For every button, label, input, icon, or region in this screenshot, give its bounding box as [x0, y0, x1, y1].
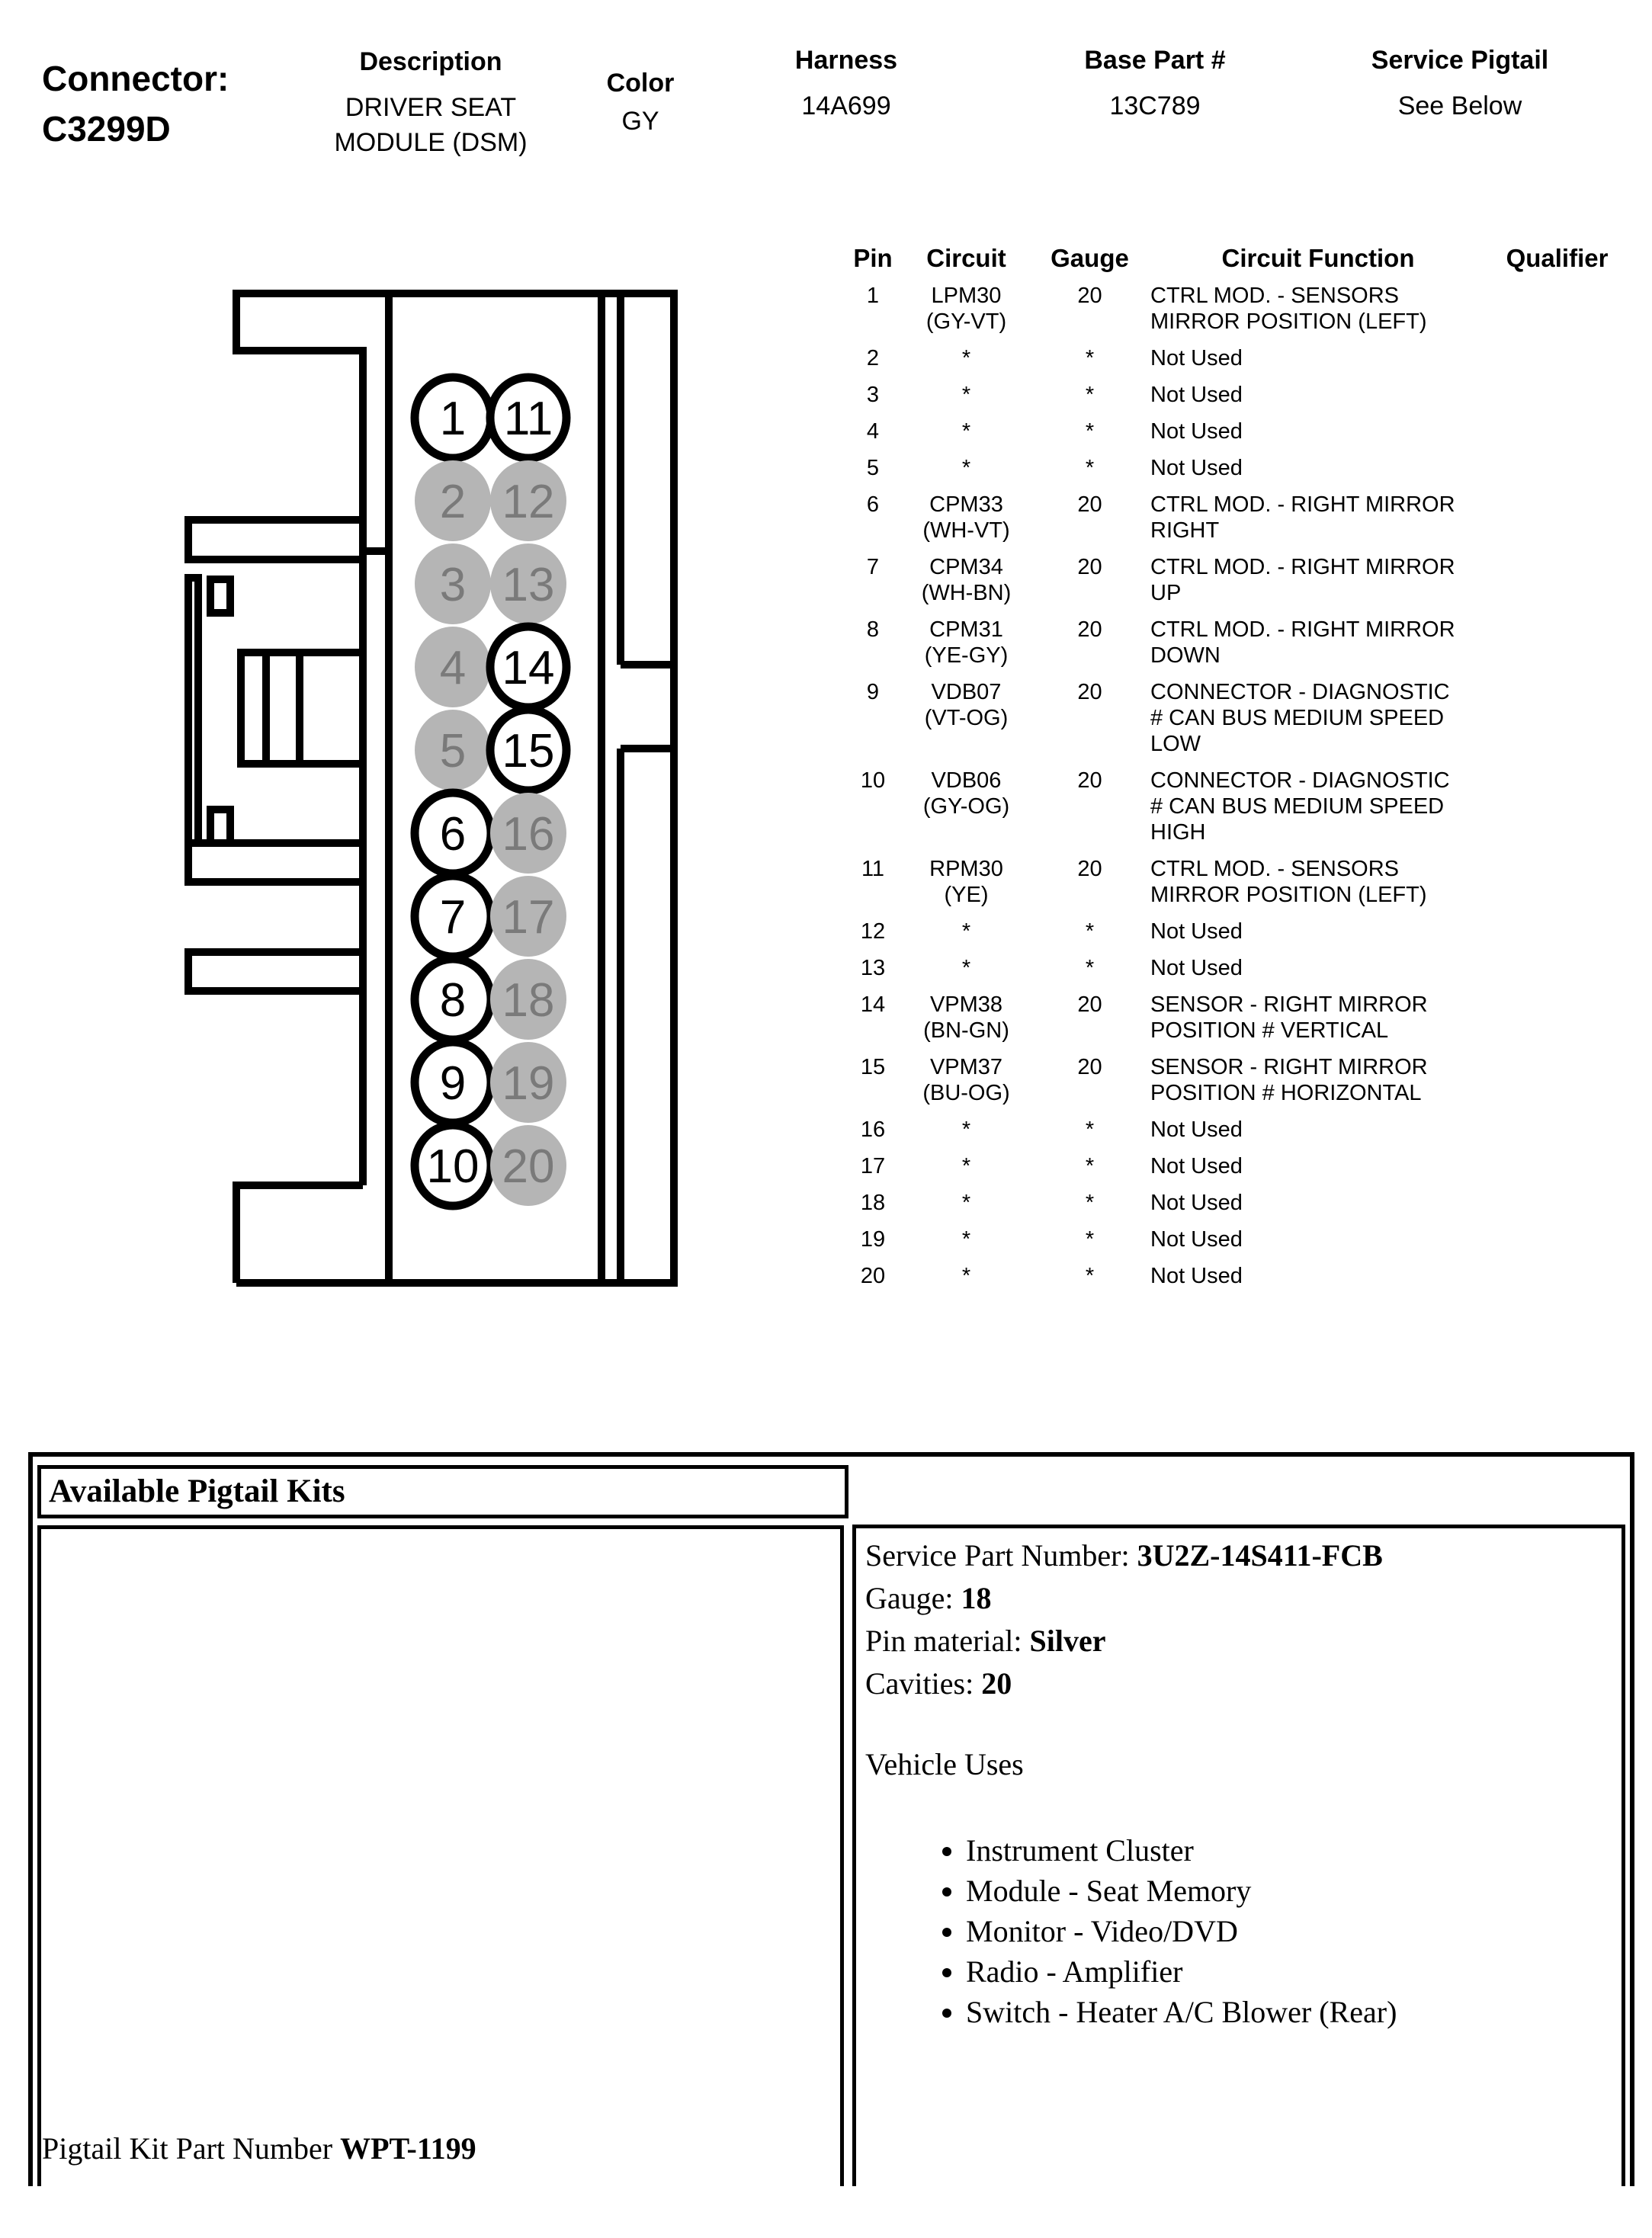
kit-part-label: Pigtail Kit Part Number [42, 2131, 341, 2166]
cell-gauge: 20 [1077, 555, 1102, 579]
cell-circuit [903, 1054, 1029, 1106]
cell-qualifier [1486, 345, 1628, 371]
cell-pin: 12 [860, 919, 886, 944]
cell-circuit [903, 955, 1029, 981]
header-col-label: Base Part # [1084, 46, 1226, 75]
cell-qualifier [1486, 418, 1628, 444]
function-line: MIRROR POSITION (LEFT) [1150, 309, 1427, 334]
function-line: Not Used [1150, 419, 1243, 444]
cell-pin: 1 [866, 284, 880, 308]
cell-function [1150, 955, 1486, 981]
pin-17 [490, 876, 566, 957]
col-header: Circuit Function [1221, 244, 1415, 272]
service-field [865, 1620, 1622, 1662]
cell-qualifier [1486, 1117, 1628, 1143]
cell-qualifier [1486, 1153, 1628, 1179]
cell-circuit [903, 617, 1029, 669]
cell-gauge: 20 [1077, 284, 1102, 308]
cell-gauge: * [1085, 1117, 1095, 1142]
function-line: CONNECTOR - DIAGNOSTIC [1150, 768, 1450, 793]
cell-pin: 5 [866, 456, 880, 480]
circuit-line: * [961, 956, 971, 980]
table-row [842, 418, 1628, 444]
pin-number: 8 [439, 974, 467, 1027]
cell-circuit [903, 1263, 1029, 1289]
pin-9 [415, 1042, 491, 1123]
vehicle-uses-label: Vehicle Uses [865, 1747, 1024, 1781]
cell-gauge: * [1085, 1191, 1095, 1215]
pin-number: 10 [426, 1140, 480, 1193]
cell-gauge: * [1085, 346, 1095, 370]
service-field [865, 1534, 1622, 1577]
vehicle-use-item: • Switch - Heater A/C Blower (Rear) [966, 1992, 1622, 2032]
cell-function [1150, 1117, 1486, 1143]
table-row [842, 1117, 1628, 1143]
header-col-label: Harness [794, 46, 898, 75]
pin-19 [490, 1042, 566, 1123]
table-row [842, 919, 1628, 944]
function-line: Not Used [1150, 1154, 1243, 1178]
table-row [842, 856, 1628, 908]
cell-circuit [903, 1226, 1029, 1252]
pin-4 [415, 627, 491, 707]
pin-5 [415, 710, 491, 790]
cell-pin: 10 [860, 768, 886, 793]
circuit-line: (WH-BN) [921, 581, 1012, 605]
pin-6 [415, 793, 491, 874]
cell-gauge: 20 [1077, 857, 1102, 881]
cell-gauge: * [1085, 456, 1095, 480]
circuit-line: (YE-GY) [924, 643, 1009, 668]
cell-qualifier [1486, 955, 1628, 981]
cell-gauge: * [1085, 1227, 1095, 1252]
cell-qualifier [1486, 455, 1628, 481]
cell-circuit [903, 679, 1029, 757]
function-line: # CAN BUS MEDIUM SPEED [1150, 794, 1445, 819]
pin-8 [415, 959, 491, 1040]
pigtail-kits-title: Available Pigtail Kits [49, 1473, 345, 1509]
pin-grid [415, 377, 566, 1206]
circuit-line: * [961, 1227, 971, 1252]
function-line: Not Used [1150, 1191, 1243, 1215]
circuit-line: RPM30 [929, 857, 1003, 881]
pin-table [842, 245, 1628, 1300]
header-value-line: 13C789 [1109, 91, 1201, 120]
circuit-line: (GY-VT) [925, 309, 1007, 334]
function-line: Not Used [1150, 919, 1243, 944]
pin-10 [415, 1125, 491, 1206]
cell-gauge: 20 [1077, 492, 1102, 517]
table-row [842, 955, 1628, 981]
function-line: MIRROR POSITION (LEFT) [1150, 883, 1427, 907]
cell-circuit [903, 1153, 1029, 1179]
pin-number: 15 [502, 725, 555, 778]
cell-circuit [903, 283, 1029, 335]
cell-pin: 13 [860, 956, 886, 980]
cell-circuit [903, 418, 1029, 444]
function-line: Not Used [1150, 456, 1243, 480]
pin-12 [490, 460, 566, 541]
service-field-value: 20 [981, 1666, 1012, 1701]
function-line: CTRL MOD. - SENSORS [1150, 857, 1400, 881]
cell-function [1150, 345, 1486, 371]
pigtail-kits-header [37, 1465, 848, 1518]
header-col-label: Service Pigtail [1371, 46, 1549, 75]
header-col-label: Description [359, 47, 502, 76]
pigtail-kits-content-box [37, 1525, 844, 2186]
cell-pin: 6 [866, 492, 880, 517]
cell-circuit [903, 856, 1029, 908]
service-fields [865, 1534, 1622, 1705]
function-line: Not Used [1150, 956, 1243, 980]
table-row [842, 492, 1628, 543]
cell-function [1150, 1226, 1486, 1252]
pin-table-rows [842, 283, 1628, 1289]
cell-function [1150, 679, 1486, 757]
cell-circuit [903, 1190, 1029, 1216]
cell-pin: 18 [860, 1191, 886, 1215]
cell-gauge: * [1085, 956, 1095, 980]
cell-gauge: * [1085, 419, 1095, 444]
pin-2 [415, 460, 491, 541]
circuit-line: (GY-OG) [922, 794, 1010, 819]
circuit-line: VDB06 [931, 768, 1002, 793]
circuit-line: * [961, 1154, 971, 1178]
table-row [842, 1153, 1628, 1179]
circuit-line: * [961, 1264, 971, 1288]
table-row [842, 768, 1628, 845]
circuit-line: * [961, 419, 971, 444]
cell-qualifier [1486, 492, 1628, 543]
col-header: Pin [853, 244, 893, 272]
circuit-line: (WH-VT) [922, 518, 1010, 543]
pin-11 [490, 377, 566, 458]
circuit-line: (BU-OG) [922, 1081, 1010, 1105]
cell-pin: 2 [866, 346, 880, 370]
circuit-line: CPM33 [929, 492, 1003, 517]
pin-number: 19 [502, 1057, 555, 1110]
table-row [842, 1054, 1628, 1106]
cell-function [1150, 1153, 1486, 1179]
pin-number: 11 [503, 393, 553, 445]
cell-function [1150, 1190, 1486, 1216]
pin-number: 18 [502, 974, 555, 1027]
pin-3 [415, 543, 491, 624]
cell-function [1150, 554, 1486, 606]
table-row [842, 617, 1628, 669]
service-field [865, 1577, 1622, 1620]
table-row [842, 1226, 1628, 1252]
cell-qualifier [1486, 679, 1628, 757]
pin-number: 6 [439, 808, 467, 861]
circuit-line: LPM30 [931, 284, 1002, 308]
function-line: Not Used [1150, 1117, 1243, 1142]
cell-function [1150, 382, 1486, 408]
cell-qualifier [1486, 283, 1628, 335]
circuit-line: (YE) [944, 883, 989, 907]
pin-number: 1 [439, 393, 467, 445]
function-line: Not Used [1150, 383, 1243, 407]
function-line: SENSOR - RIGHT MIRROR [1150, 1055, 1428, 1079]
cell-circuit [903, 345, 1029, 371]
cell-circuit [903, 919, 1029, 944]
cell-qualifier [1486, 554, 1628, 606]
cell-circuit [903, 492, 1029, 543]
table-row [842, 554, 1628, 606]
cell-circuit [903, 554, 1029, 606]
vehicle-use-item: • Monitor - Video/DVD [966, 1911, 1622, 1951]
pin-number: 9 [439, 1057, 467, 1110]
cell-function [1150, 1263, 1486, 1289]
pin-20 [490, 1125, 566, 1206]
circuit-line: CPM34 [929, 555, 1003, 579]
cell-pin: 19 [860, 1227, 886, 1252]
function-line: DOWN [1150, 643, 1221, 668]
pigtail-kit-part-number [42, 2131, 476, 2166]
pin-number: 7 [439, 891, 467, 944]
function-line: Not Used [1150, 1264, 1243, 1288]
cell-gauge: 20 [1077, 680, 1102, 704]
kit-part-value: WPT-1199 [340, 2131, 476, 2166]
function-line: CTRL MOD. - SENSORS [1150, 284, 1400, 308]
cell-gauge: * [1085, 919, 1095, 944]
service-field-value: 3U2Z-14S411-FCB [1137, 1538, 1383, 1573]
pin-number: 3 [439, 559, 467, 611]
circuit-line: * [961, 1117, 971, 1142]
cell-function [1150, 617, 1486, 669]
cell-pin: 7 [866, 555, 880, 579]
function-line: Not Used [1150, 1227, 1243, 1252]
function-line: SENSOR - RIGHT MIRROR [1150, 992, 1428, 1017]
function-line: POSITION # HORIZONTAL [1150, 1081, 1422, 1105]
col-header: Qualifier [1506, 244, 1609, 272]
cell-circuit [903, 1117, 1029, 1143]
pin-number: 16 [502, 808, 555, 861]
cell-qualifier [1486, 617, 1628, 669]
service-field-label: Gauge: [865, 1581, 961, 1615]
cell-function [1150, 283, 1486, 335]
pin-number: 4 [439, 642, 467, 694]
cell-qualifier [1486, 1263, 1628, 1289]
circuit-line: * [961, 383, 971, 407]
pin-number: 17 [502, 891, 555, 944]
service-field-value: 18 [961, 1581, 992, 1615]
cell-gauge: * [1085, 1154, 1095, 1178]
function-line: CTRL MOD. - RIGHT MIRROR [1150, 555, 1455, 579]
col-header: Circuit [926, 244, 1006, 272]
vehicle-uses-list [865, 1830, 1622, 2032]
service-pigtail-panel [852, 1525, 1625, 2186]
cell-circuit [903, 768, 1029, 845]
circuit-line: VPM38 [929, 992, 1003, 1017]
cell-circuit [903, 455, 1029, 481]
cell-pin: 16 [860, 1117, 886, 1142]
pin-number: 13 [502, 559, 555, 611]
cell-qualifier [1486, 919, 1628, 944]
function-line: CONNECTOR - DIAGNOSTIC [1150, 680, 1450, 704]
function-line: HIGH [1150, 820, 1206, 845]
cell-gauge: 20 [1077, 1055, 1102, 1079]
cell-qualifier [1486, 992, 1628, 1044]
cell-gauge: 20 [1077, 617, 1102, 642]
header-value-line: DRIVER SEAT [345, 93, 517, 122]
circuit-line: * [961, 456, 971, 480]
circuit-line: CPM31 [929, 617, 1003, 642]
pin-number: 2 [439, 476, 467, 528]
pin-14 [490, 627, 566, 707]
cell-gauge: * [1085, 383, 1095, 407]
cell-qualifier [1486, 1190, 1628, 1216]
table-row [842, 345, 1628, 371]
service-field-value: Silver [1029, 1624, 1106, 1658]
cell-pin: 14 [860, 992, 886, 1017]
cell-qualifier [1486, 1226, 1628, 1252]
connector-label: Connector: [42, 59, 229, 98]
cell-pin: 11 [861, 857, 885, 881]
circuit-line: (BN-GN) [923, 1018, 1009, 1043]
pin-18 [490, 959, 566, 1040]
pin-1 [415, 377, 491, 458]
pin-number: 20 [502, 1140, 555, 1193]
table-row [842, 992, 1628, 1044]
function-line: RIGHT [1150, 518, 1220, 543]
cell-pin: 8 [866, 617, 880, 642]
vehicle-use-item: • Radio - Amplifier [966, 1951, 1622, 1992]
pin-table-header [842, 245, 1628, 271]
function-line: Not Used [1150, 346, 1243, 370]
cell-qualifier [1486, 856, 1628, 908]
cell-function [1150, 992, 1486, 1044]
cell-gauge: 20 [1077, 992, 1102, 1017]
pin-13 [490, 543, 566, 624]
function-line: # CAN BUS MEDIUM SPEED [1150, 706, 1445, 730]
service-field-label: Service Part Number: [865, 1538, 1137, 1573]
header-value-line: 14A699 [801, 91, 891, 120]
function-line: CTRL MOD. - RIGHT MIRROR [1150, 492, 1455, 517]
function-line: UP [1150, 581, 1182, 605]
cell-function [1150, 768, 1486, 845]
cell-function [1150, 919, 1486, 944]
connector-id: C3299D [42, 109, 171, 149]
circuit-line: * [961, 919, 971, 944]
service-field [865, 1662, 1622, 1705]
cell-pin: 4 [866, 419, 880, 444]
circuit-line: (VT-OG) [924, 706, 1009, 730]
pin-16 [490, 793, 566, 874]
table-row [842, 1190, 1628, 1216]
function-line: LOW [1150, 732, 1201, 756]
header-col-label: Color [606, 69, 675, 98]
circuit-line: VDB07 [931, 680, 1002, 704]
pin-15 [490, 710, 566, 790]
cell-function [1150, 1054, 1486, 1106]
cell-qualifier [1486, 382, 1628, 408]
cell-pin: 20 [860, 1264, 886, 1288]
service-field-label: Pin material: [865, 1624, 1030, 1658]
cell-qualifier [1486, 768, 1628, 845]
cell-function [1150, 856, 1486, 908]
cell-circuit [903, 992, 1029, 1044]
function-line: CTRL MOD. - RIGHT MIRROR [1150, 617, 1455, 642]
table-row [842, 1263, 1628, 1289]
service-field-label: Cavities: [865, 1666, 982, 1701]
vehicle-use-item: • Instrument Cluster [966, 1830, 1622, 1871]
pin-number: 14 [502, 642, 555, 694]
cell-pin: 3 [866, 383, 880, 407]
table-row [842, 382, 1628, 408]
pin-number: 5 [439, 725, 467, 778]
pin-7 [415, 876, 491, 957]
cell-qualifier [1486, 1054, 1628, 1106]
cell-function [1150, 455, 1486, 481]
cell-pin: 9 [866, 680, 880, 704]
cell-gauge: * [1085, 1264, 1095, 1288]
pin-number: 12 [502, 476, 555, 528]
circuit-line: * [961, 1191, 971, 1215]
cell-pin: 15 [860, 1055, 886, 1079]
cell-function [1150, 492, 1486, 543]
circuit-line: * [961, 346, 971, 370]
header-value-line: GY [621, 107, 659, 136]
vehicle-use-item: • Module - Seat Memory [966, 1871, 1622, 1911]
table-row [842, 283, 1628, 335]
cell-gauge: 20 [1077, 768, 1102, 793]
table-row [842, 679, 1628, 757]
cell-function [1150, 418, 1486, 444]
cell-pin: 17 [860, 1154, 886, 1178]
col-header: Gauge [1051, 244, 1129, 272]
function-line: POSITION # VERTICAL [1150, 1018, 1389, 1043]
cell-circuit [903, 382, 1029, 408]
circuit-line: VPM37 [929, 1055, 1003, 1079]
header-value-line: MODULE (DSM) [334, 128, 528, 157]
header-value-line: See Below [1397, 91, 1522, 120]
table-row [842, 455, 1628, 481]
